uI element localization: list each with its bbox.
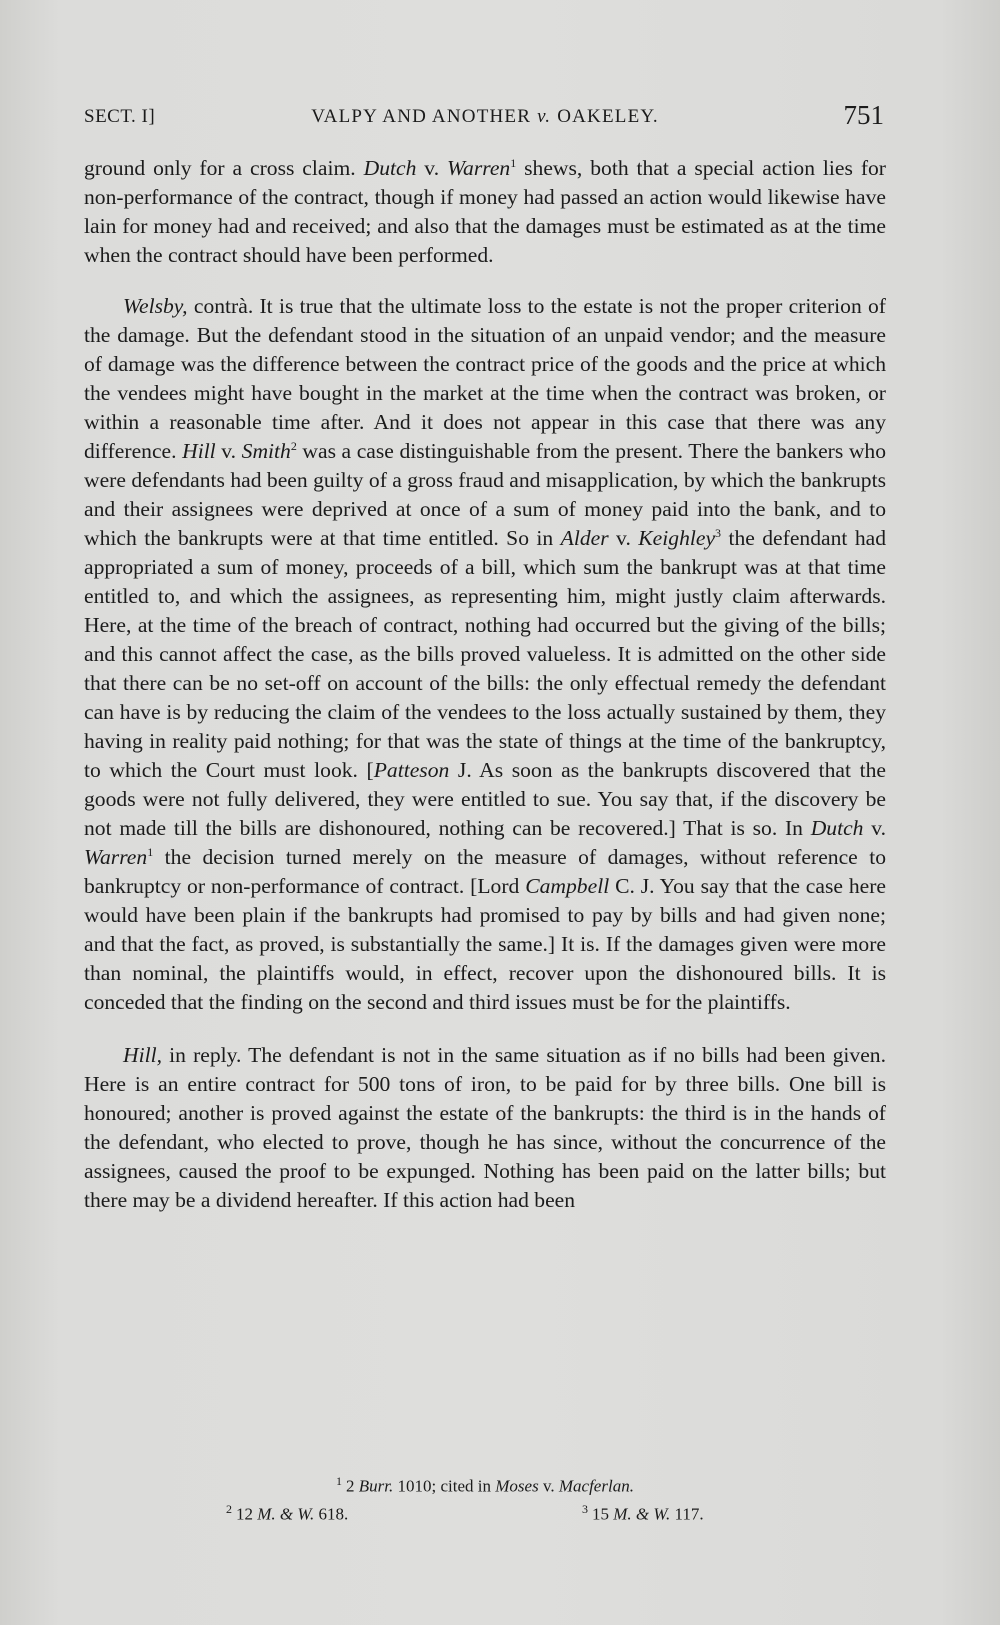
case-name: Alder bbox=[560, 526, 609, 550]
paragraph-1 bbox=[84, 154, 886, 270]
text-run: 618. bbox=[314, 1504, 349, 1524]
case-name: Dutch bbox=[810, 816, 864, 840]
footnotes bbox=[84, 1470, 886, 1522]
text-run: in reply. The defendant is not in the same situation as if no bills had been given. Here is an entire contract for 500 tons of iron, to be paid for by three bills. One bill is honoured; another is proved against the estate of the bankrupts: the third is in the hands of the defendant, who elected to prove, though he has since, without the concurrence of the assignees, caused the proof to be expunged. Nothing has been paid on the latter bills; but there may be a dividend hereafter. If this action had been bbox=[84, 1043, 886, 1212]
case-name: Warren bbox=[84, 845, 148, 869]
text-run: contrà. It is true that the ultimate loss to the estate is not the proper criterion of the damage. But the defendant stood in the situation of an unpaid vendor; and the measure of damage was the difference between the contract price of the goods and the price at which the vendees might have bought in the market at the time when the contract was broken, or within a reasonable time after. And it does not appear in this case that there was any difference. bbox=[84, 294, 886, 463]
page-number: 751 bbox=[843, 100, 884, 130]
footnote-1 bbox=[84, 1470, 886, 1498]
footnote-ref: 1 bbox=[147, 844, 154, 859]
footnote-number: 2 bbox=[226, 1501, 232, 1516]
running-title-part1: VALPY AND ANOTHER bbox=[311, 106, 532, 127]
footnote-number: 1 bbox=[336, 1474, 343, 1488]
judge-name: Patteson bbox=[373, 758, 450, 782]
footnote-ref: 1 bbox=[510, 155, 517, 170]
reporter-abbrev: M. & W. bbox=[613, 1504, 671, 1524]
case-name: Smith bbox=[241, 439, 291, 463]
text-run: 12 bbox=[236, 1504, 258, 1524]
footnote-3 bbox=[582, 1498, 704, 1526]
text-run: the decision turned merely on the measure of damages, without reference to bankruptcy or non-performance of contract. [Lord bbox=[84, 845, 886, 898]
text-run: 117. bbox=[670, 1504, 704, 1524]
footnote-row bbox=[84, 1498, 886, 1522]
text-run: C. J. You say that the case here would have been plain if the bankrupts had promised to pay by bills and had given none; and that the fact, as proved, is substantially the same.] It is. If the damages given were more than nominal, the plaintiffs would, in effect, recover upon the dishonoured bills. It is conceded that the finding on the second and third issues must be for the plaintiffs. bbox=[84, 874, 886, 1014]
text-run: the defendant had appropriated a sum of money, proceeds of a bill, which sum the bankrupt was at that time entitled to, and which the assignees, as representing him, might justly claim afterwards. Here, at the time of the breach of contract, nothing had occurred but the giving of the bills; and this cannot affect the case, as the bills proved valueless. It is admitted on the other side that there can be no set-off on account of the bills: the only effectual remedy the defendant can have is by reducing the claim of the vendees to the loss actually sustained by them, they having in reality paid nothing; for that was the state of things at the time of the bankruptcy, to which the Court must look. [ bbox=[84, 526, 887, 782]
case-name: Keighley bbox=[638, 526, 716, 550]
page-header bbox=[84, 100, 886, 136]
body-text bbox=[84, 154, 886, 1215]
case-name: Moses bbox=[495, 1476, 539, 1496]
text-run: ground only for a cross claim. bbox=[84, 156, 364, 180]
running-title-versus: v. bbox=[537, 106, 552, 127]
case-name: Hill bbox=[182, 439, 216, 463]
footnote-number: 3 bbox=[582, 1501, 588, 1516]
counsel-name: Welsby, bbox=[123, 294, 188, 318]
counsel-name: Hill, bbox=[123, 1043, 162, 1067]
text-run: was a case distinguishable from the present. There the bankers who were defendants had been guilty of a gross fraud and misapplication, by which the bankrupts and their assignees were deprived at once of a sum of money paid into the bank, and to which the bankrupts were at that time entitled. So in bbox=[84, 439, 887, 550]
text-run: v. bbox=[608, 526, 639, 550]
reporter-abbrev: M. & W. bbox=[257, 1504, 315, 1524]
footnote-2 bbox=[226, 1498, 348, 1526]
text-run: 15 bbox=[592, 1504, 614, 1524]
text-run: 1010; cited in bbox=[393, 1476, 496, 1496]
paragraph-2 bbox=[84, 292, 886, 1017]
case-name: Warren bbox=[447, 156, 511, 180]
text-run: 2 bbox=[346, 1476, 359, 1496]
text-run: v. bbox=[538, 1476, 559, 1496]
text-run: v. bbox=[416, 156, 448, 180]
text-run: J. As soon as the bankrupts discovered that the goods were not fully delivered, they were entitled to sue. You say that, if the discovery be not made till the bills are dishonoured, nothing can be recovered.] That is so. In bbox=[84, 758, 886, 840]
running-title-part2: OAKELEY. bbox=[557, 106, 659, 127]
judge-name: Campbell bbox=[525, 874, 610, 898]
text-run: shews, both that a special action lies for non-performance of the contract, though if money had passed an action would likewise have lain for money had and received; and also that the damages must be estimated as at the time when the contract should have been performed. bbox=[84, 156, 886, 267]
case-name: Dutch bbox=[363, 156, 417, 180]
text-run: v. bbox=[215, 439, 242, 463]
text-run: v. bbox=[863, 816, 886, 840]
running-title bbox=[84, 106, 886, 128]
footnote-ref: 3 bbox=[715, 525, 722, 540]
paragraph-3 bbox=[84, 1041, 886, 1215]
section-label: SECT. I] bbox=[84, 106, 156, 127]
reporter-abbrev: Burr. bbox=[358, 1476, 394, 1496]
footnote-ref: 2 bbox=[290, 438, 297, 453]
case-name: Macferlan. bbox=[558, 1476, 634, 1496]
